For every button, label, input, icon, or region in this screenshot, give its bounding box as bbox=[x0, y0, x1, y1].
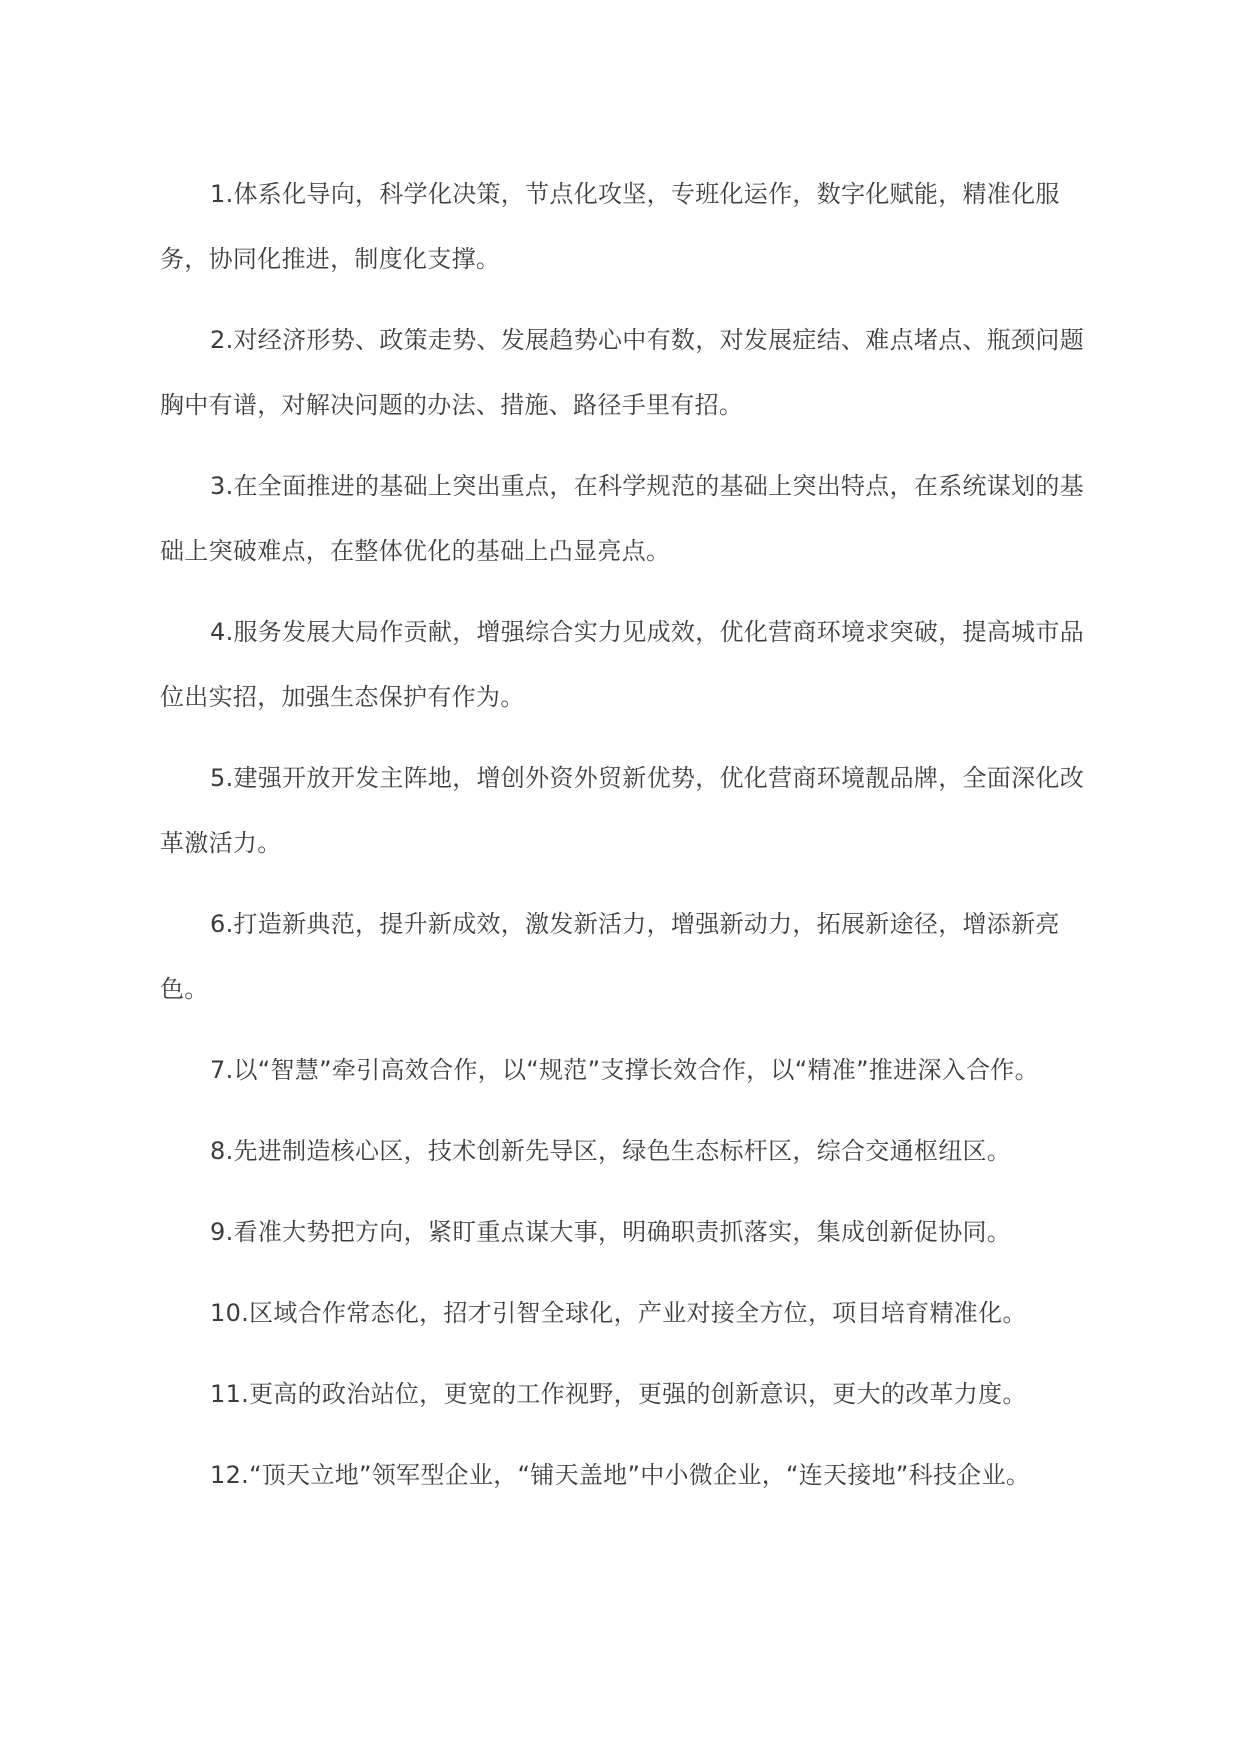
paragraph-7: 7.以“智慧”牵引高效合作，以“规范”支撑长效合作，以“精准”推进深入合作。 bbox=[210, 1056, 1039, 1084]
paragraph-11: 11.更高的政治站位，更宽的工作视野，更强的创新意识，更大的改革力度。 bbox=[210, 1380, 1027, 1408]
paragraph-10: 10.区域合作常态化，招才引智全球化，产业对接全方位，项目培育精准化。 bbox=[210, 1299, 1027, 1327]
paragraph-5: 5.建强开放开发主阵地，增创外资外贸新优势，优化营商环境靓品牌，全面深化改革激活力。 bbox=[160, 764, 1084, 857]
paragraph-12: 12.“顶天立地”领军型企业，“铺天盖地”中小微企业，“连天接地”科技企业。 bbox=[210, 1461, 1031, 1489]
paragraph-3: 3.在全面推进的基础上突出重点，在科学规范的基础上突出特点，在系统谋划的基础上突破难点，在整体优化的基础上凸显亮点。 bbox=[160, 472, 1084, 565]
paragraph-4: 4.服务发展大局作贡献，增强综合实力见成效，优化营商环境求突破，提高城市品位出实招，加强生态保护有作为。 bbox=[160, 618, 1084, 711]
paragraph-9: 9.看准大势把方向，紧盯重点谋大事，明确职责抓落实，集成创新促协同。 bbox=[210, 1218, 1012, 1246]
document-body bbox=[160, 162, 1095, 1524]
paragraph-2: 2.对经济形势、政策走势、发展趋势心中有数，对发展症结、难点堵点、瓶颈问题胸中有谱，对解决问题的办法、措施、路径手里有招。 bbox=[160, 326, 1084, 419]
paragraph-6: 6.打造新典范，提升新成效，激发新活力，增强新动力，拓展新途径，增添新亮色。 bbox=[160, 910, 1060, 1003]
paragraph-8: 8.先进制造核心区，技术创新先导区，绿色生态标杆区，综合交通枢纽区。 bbox=[210, 1137, 1012, 1165]
paragraph-1: 1.体系化导向，科学化决策，节点化攻坚，专班化运作，数字化赋能，精准化服务，协同化推进，制度化支撑。 bbox=[160, 180, 1060, 273]
